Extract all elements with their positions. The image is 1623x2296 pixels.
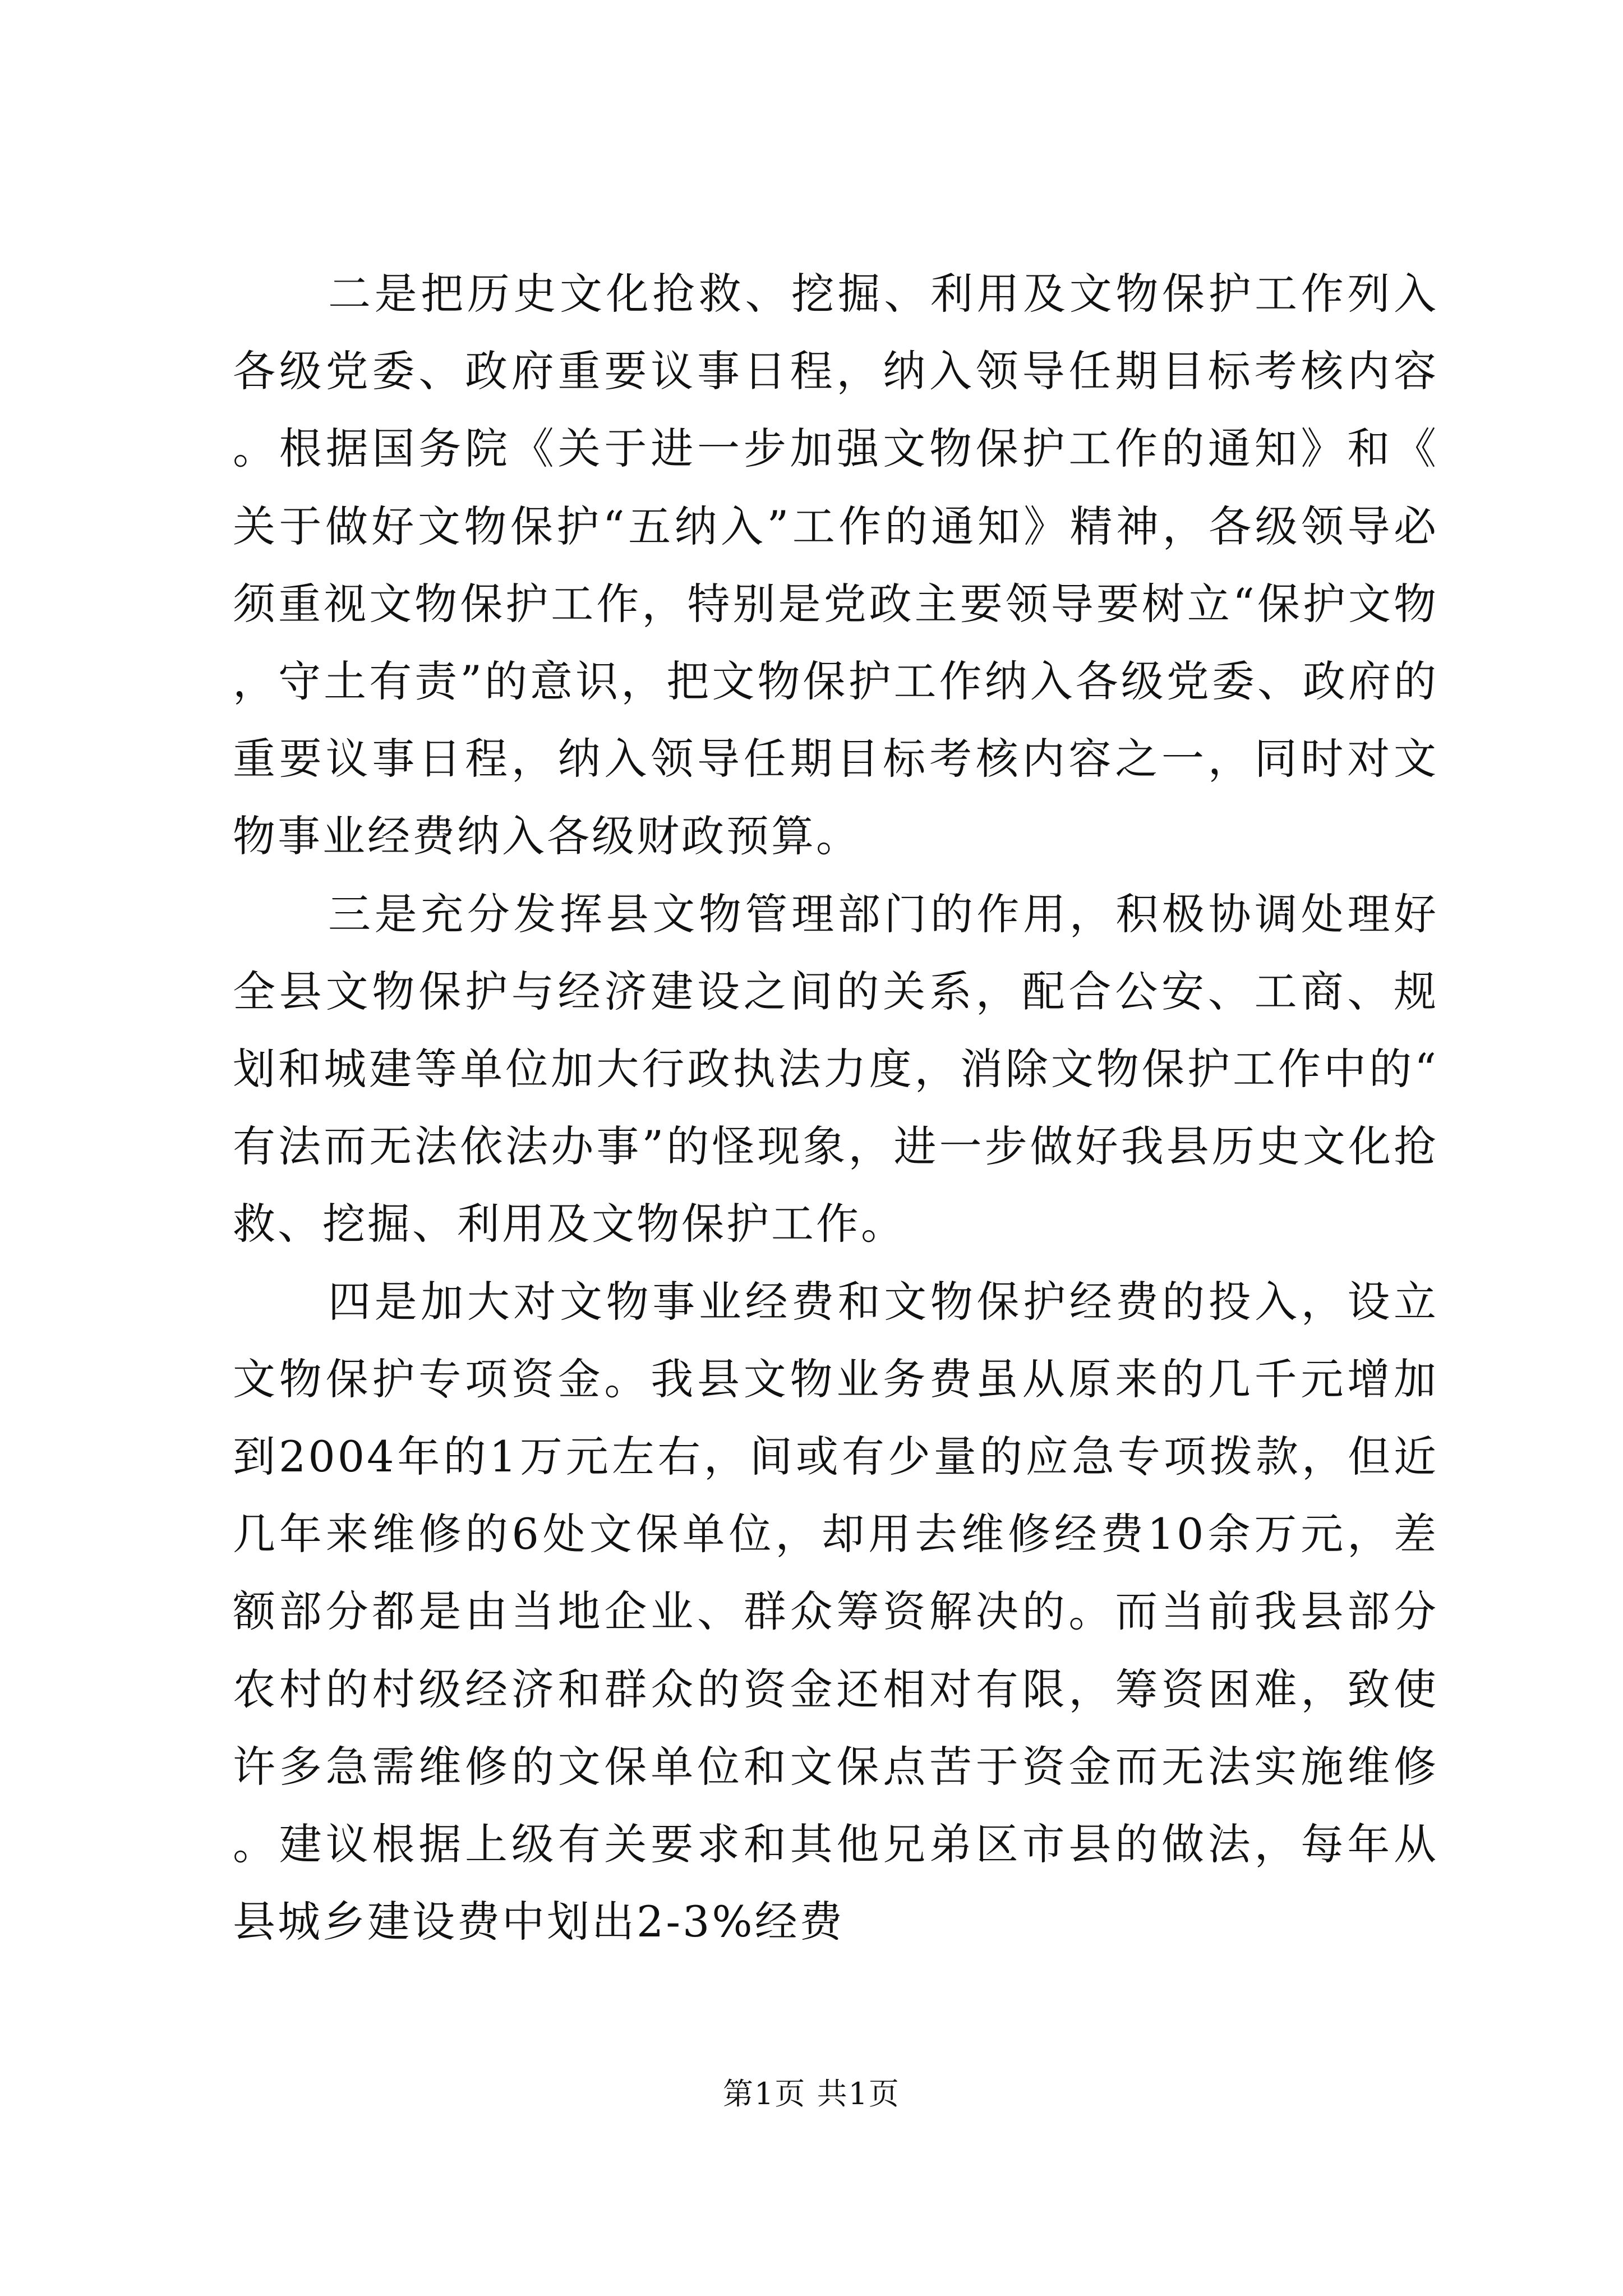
page-footer: 第1页 共1页 — [723, 2076, 900, 2111]
paragraph-3: 三是充分发挥县文物管理部门的作用，积极协调处理好全县文物保护与经济建设之间的关系，配合公安、工商、规划和城建等单位加大行政执法力度，消除文物保护工作中的“有法而无法依法办事”的怪现象，进一步做好我县历史文化抢救、挖掘、利用及文物保护工作。 — [233, 889, 1438, 1249]
paragraph-4: 四是加大对文物事业经费和文物保护经费的投入，设立文物保护专项资金。我县文物业务费虽从原来的几千元增加到2004年的1万元左右，间或有少量的应急专项拨款，但近几年来维修的6处文保单位，却用去维修经费10余万元，差额部分都是由当地企业、群众筹资解决的。而当前我县部分农村的村级经济和群众的资金还相对有限，筹资困难，致使许多急需维修的文保单位和文保点苦于资金而无法实施维修。建议根据上级有关要求和其他兄弟区市县的做法，每年从县城乡建设费中划出2-3%经费 — [233, 1276, 1438, 1947]
document-body — [233, 255, 1438, 1961]
paragraph-2: 二是把历史文化抢救、挖掘、利用及文物保护工作列入各级党委、政府重要议事日程，纳入领导任期目标考核内容。根据国务院《关于进一步加强文物保护工作的通知》和《关于做好文物保护“五纳入”工作的通知》精神，各级领导必须重视文物保护工作，特别是党政主要领导要树立“保护文物，守土有责”的意识，把文物保护工作纳入各级党委、政府的重要议事日程，纳入领导任期目标考核内容之一，同时对文物事业经费纳入各级财政预算。 — [233, 269, 1438, 862]
